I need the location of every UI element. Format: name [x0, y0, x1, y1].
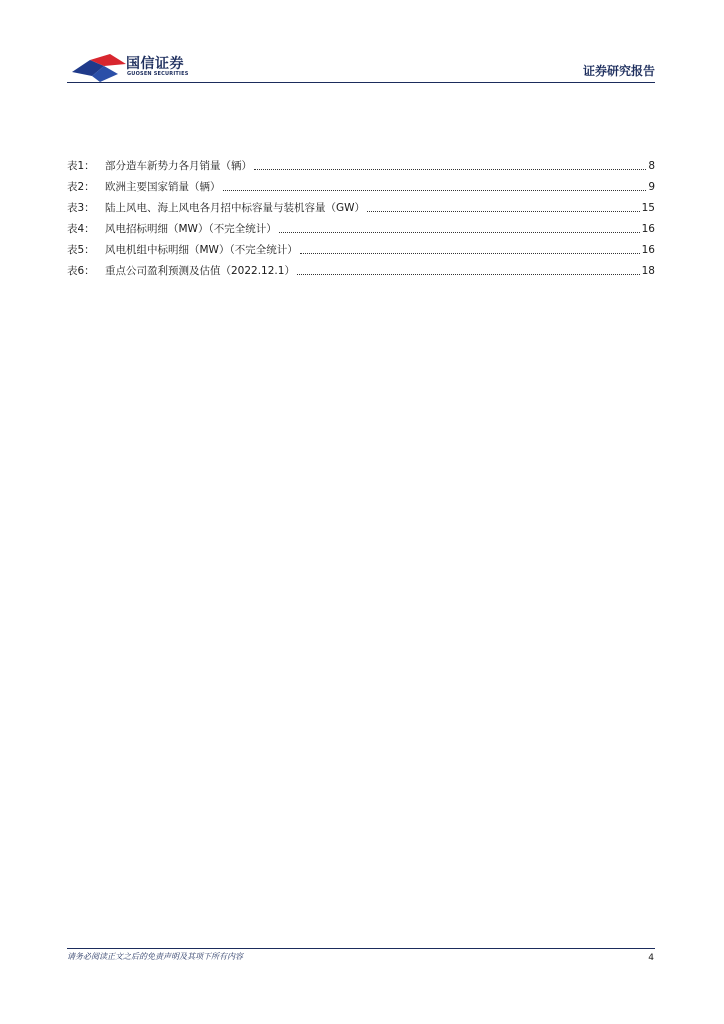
toc-page-number: 16	[641, 244, 655, 256]
toc-title: 部分造车新势力各月销量（辆）	[105, 160, 252, 172]
brand-name-en: GUOSEN SECURITIES	[127, 71, 189, 77]
brand-name-cn: 国信证券	[126, 56, 184, 72]
dot-leader	[254, 168, 646, 170]
toc-page-number: 8	[648, 160, 655, 172]
dot-leader	[300, 252, 640, 254]
toc-page-number: 18	[641, 265, 655, 277]
toc-row[interactable]	[67, 156, 655, 177]
toc-label: 表1：	[67, 160, 95, 172]
toc-label: 表2：	[67, 181, 95, 193]
page-header	[0, 0, 724, 84]
toc-label: 表3：	[67, 202, 95, 214]
toc-title: 风电招标明细（MW）（不完全统计）	[105, 223, 277, 235]
dot-leader	[279, 231, 640, 233]
toc-title: 欧洲主要国家销量（辆）	[105, 181, 221, 193]
disclaimer-note: 请务必阅读正文之后的免责声明及其项下所有内容	[67, 952, 243, 961]
dot-leader	[367, 210, 640, 212]
toc-title: 陆上风电、海上风电各月招中标容量与装机容量（GW）	[105, 202, 366, 214]
toc-title: 风电机组中标明细（MW）（不完全统计）	[105, 244, 298, 256]
toc-row[interactable]	[67, 240, 655, 261]
dot-leader	[297, 273, 640, 275]
toc-row[interactable]	[67, 219, 655, 240]
toc-title: 重点公司盈利预测及估值（2022.12.1）	[105, 265, 295, 277]
toc-row[interactable]	[67, 198, 655, 219]
toc-row[interactable]	[67, 177, 655, 198]
page-number: 4	[648, 953, 654, 963]
toc-page-number: 16	[641, 223, 655, 235]
toc-label: 表6：	[67, 265, 95, 277]
report-type-label: 证券研究报告	[582, 64, 655, 78]
header-divider	[67, 82, 655, 83]
guosen-logo-icon	[70, 52, 132, 84]
toc-page-number: 9	[648, 181, 655, 193]
toc-page-number: 15	[641, 202, 655, 214]
dot-leader	[223, 189, 647, 191]
toc-row[interactable]	[67, 261, 655, 282]
table-of-tables	[67, 156, 655, 282]
toc-label: 表5：	[67, 244, 95, 256]
toc-label: 表4：	[67, 223, 95, 235]
footer-divider	[67, 948, 655, 949]
